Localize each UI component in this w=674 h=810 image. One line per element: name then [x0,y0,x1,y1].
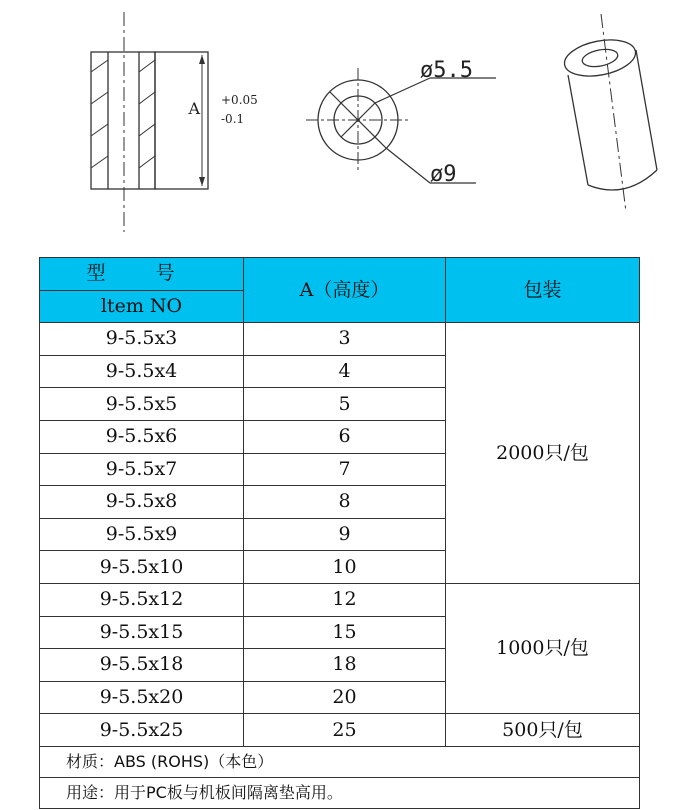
isometric-view [561,14,657,212]
height-cell: 7 [244,453,446,486]
model-cell: 9-5.5x5 [40,388,244,421]
height-cell: 5 [244,388,446,421]
header-height: A（高度） [244,258,446,323]
header-row [40,258,640,291]
model-cell: 9-5.5x9 [40,518,244,551]
header-item-no: ltem NO [40,290,244,323]
model-cell: 9-5.5x6 [40,420,244,453]
technical-drawings [0,0,674,250]
packing-cell: 500只/包 [446,714,640,747]
top-view [306,68,496,183]
height-cell: 4 [244,355,446,388]
hatching [91,60,155,168]
table-row [40,583,640,616]
packing-cell: 1000只/包 [446,583,640,713]
height-cell: 12 [244,583,446,616]
height-cell: 3 [244,323,446,356]
outer-diameter-label: ø9 [430,162,457,187]
tolerance-lower: -0.1 [221,112,245,126]
height-cell: 15 [244,616,446,649]
spec-table [39,257,640,809]
dimension-a-label: A [188,99,200,118]
model-cell: 9-5.5x7 [40,453,244,486]
model-cell: 9-5.5x18 [40,649,244,682]
model-cell: 9-5.5x25 [40,714,244,747]
model-cell: 9-5.5x10 [40,551,244,584]
height-cell: 25 [244,714,446,747]
model-cell: 9-5.5x3 [40,323,244,356]
material-note-row [40,746,640,777]
usage-note: 用途：用于PC板与机板间隔离垫高用。 [40,777,640,808]
height-cell: 18 [244,649,446,682]
usage-note-row [40,777,640,808]
tolerance-upper: +0.05 [221,93,258,107]
height-cell: 10 [244,551,446,584]
model-cell: 9-5.5x12 [40,583,244,616]
height-cell: 6 [244,420,446,453]
header-model: 型 号 [40,258,244,291]
height-cell: 20 [244,681,446,714]
model-cell: 9-5.5x4 [40,355,244,388]
model-cell: 9-5.5x15 [40,616,244,649]
material-note: 材质：ABS (ROHS)（本色） [40,746,640,777]
inner-diameter-label: ø5.5 [420,58,473,83]
model-cell: 9-5.5x8 [40,486,244,519]
table-row [40,714,640,747]
height-cell: 9 [244,518,446,551]
packing-cell: 2000只/包 [446,323,640,584]
model-cell: 9-5.5x20 [40,681,244,714]
header-packing: 包装 [446,258,640,323]
table-row [40,323,640,356]
height-cell: 8 [244,486,446,519]
side-view [91,12,208,232]
